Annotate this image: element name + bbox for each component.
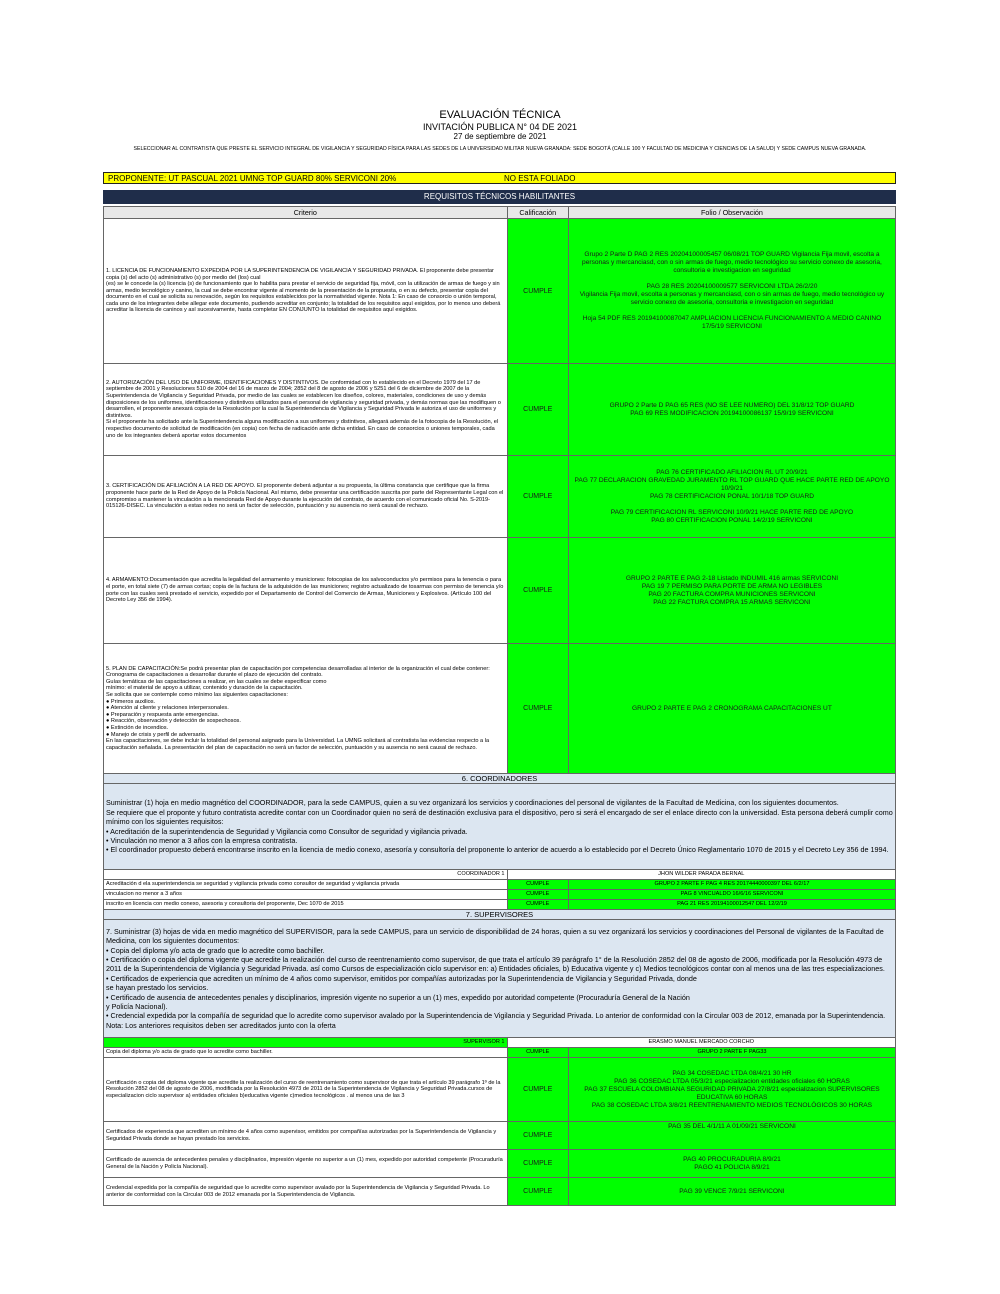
column-header-calificacion: Calificación <box>507 207 568 219</box>
folio-cell: PAG 8 VINCUALDO 16/6/16 SERVICONI <box>568 890 895 900</box>
requirement-cell: Certificación o copia del diploma vigente que acredite la realización del curso de reentrenamiento como supervisor de que trata el artículo 39 parágrafo 1º de la Resolución 2852 del 08 de agosto de 2006, modificada por la Resolución 4973 de 2011 de la Superintendencia de Vigilancia y Seguridad Privada.cursos de especializacion ciclo supervisor a) entidades oficiales b)educativa vigente c)medios tecnológicos . al menos una de las 3 <box>104 1058 508 1122</box>
table-row <box>104 1122 896 1150</box>
requirement-cell: Credencial expedida por la compañía de seguridad que lo acredite como supervisor avalado por la Superintendencia de Vigilancia y Seguridad Privada. Lo anterior de conformidad con la Circular 003 de 2012 emanada por la Superintendencia de Vigilancia. <box>104 1178 508 1206</box>
table-row <box>104 880 896 890</box>
document-title: EVALUACIÓN TÉCNICA <box>439 109 561 121</box>
proponent-label: PROPONENTE: UT PASCUAL 2021 UMNG TOP GUARD 80% SERVICONI 20% <box>108 174 397 183</box>
requirement-cell: vinculacion no menor a 3 años <box>104 890 508 900</box>
calificacion-cell: CUMPLE <box>507 1178 568 1206</box>
requirement-cell: Acreditación d ela superintendencia se seguridad y vigilancia privada como consultor de seguridad y vigilancia privada <box>104 880 508 890</box>
calificacion-cell: CUMPLE <box>507 456 568 538</box>
supervisor-name: ERASMO MANUEL MERCADO CORCHO <box>507 1038 895 1048</box>
table-row <box>104 1150 896 1178</box>
calificacion-cell: CUMPLE <box>507 538 568 644</box>
calificacion-cell: CUMPLE <box>507 364 568 456</box>
coordinator-label: COORDINADOR 1 <box>104 870 508 880</box>
document-date: 27 de septiembre de 2021 <box>453 132 547 141</box>
calificacion-cell: CUMPLE <box>507 880 568 890</box>
folio-cell: PAG 21 RES 20194100012547 DEL 12/2/19 <box>568 900 895 910</box>
coordinator-name: JHON WILDER PARADA BERNAL <box>507 870 895 880</box>
calificacion-cell: CUMPLE <box>507 1048 568 1058</box>
section-text-row <box>104 920 896 1038</box>
calificacion-cell: CUMPLE <box>507 644 568 774</box>
folio-cell: GRUPO 2 PARTE F PAG 4 RES 20174440000397 DEL 6/2/17 <box>568 880 895 890</box>
supervisor-name-row <box>104 1038 896 1048</box>
table-row <box>104 219 896 364</box>
folio-cell: GRUPO 2 PARTE E PAG 2-18 Listado INDUMIL 416 armas SERVICONI PAG 19 7 PERMISO PARA PORTE DE ARMA NO LEGIBLES PAG 20 FACTURA COMPRA MUNICIONES SERVICONI PAG 22 FACTURA COMPRA 15 ARMAS SERVICONI <box>568 538 895 644</box>
folio-cell: GRUPO 2 PARTE E PAG 2 CRONOGRAMA CAPACITACIONES UT <box>568 644 895 774</box>
folio-cell: PAG 35 DEL 4/1/11 A 01/09/21 SERVICONI <box>568 1122 895 1150</box>
criterio-cell: 3. CERTIFICACIÓN DE AFILIACIÓN A LA RED DE APOYO. El proponente deberá adjuntar a su propuesta, la última constancia que certifique que la firma proponente hace parte de la Red de Apoyo de la Policía Nacional. Así mismo, debe presentar una certificación suscrita por parte del Representante Legal con el compromiso a mantener la vinculación a la mencionada Red de Apoyo durante la ejecución del contrato, de acuerdo con el comunicado oficial No. S-2019-015126-DISEC. La vinculación a estas redes no será un factor de selección, puntuación y su ausencia no será causal de rechazo. <box>104 456 508 538</box>
proponent-bar <box>103 172 896 184</box>
table-row <box>104 538 896 644</box>
supervisor-label: SUPERVISOR 1 <box>104 1038 508 1048</box>
calificacion-cell: CUMPLE <box>507 1058 568 1122</box>
table-row <box>104 1178 896 1206</box>
folio-cell: PAG 76 CERTIFICADO AFILIACION RL UT 20/9/21 PAG 77 DECLARACION GRAVEDAD JURAMENTO RL TOP GUARD QUE HACE PARTE RED DE APOYO 10/9/21 PAG 78 CERTIFICACION PONAL 10/1/18 TOP GUARD PAG 79 CERTIFICACION RL SERVICONI 10/9/21 HACE PARTE RED DE APOYO PAG 80 CERTIFICACION PONAL 14/2/19 SERVICONI <box>568 456 895 538</box>
column-header-folio: Folio / Observación <box>568 207 895 219</box>
coordinadores-text: Suministrar (1) hoja en medio magnético del COORDINADOR, para la sede CAMPUS, quien a su vez organizará los servicios y coordinaciones del personal de vigilantes de la Facultad de Medicina, con los siguientes documentos. Se requiere que el proponte y futuro contratista acredite contar con un Coordinador quien no será de destinación exclusiva para el dispositivo, pero si será el encargado de ser el enlace directo con la universidad. Esta persona deberá cumplir como mínimo con los siguientes requisitos: • Acreditación de la superintendencia de Seguridad y Vigilancia como Consultor de seguridad y vigilancia privada. • Vinculación no menor a 3 años con la empresa contratista. • El coordinador propuesto deberá encontrarse inscrito en la licencia de medio conexo, asesoría y consultoría del proponente lo anterior de acuerdo a lo establecido por el Decreto Único Reglamentario 1070 de 2015 y el Decreto Ley 356 de 1994. <box>104 784 896 870</box>
criterio-cell: 4. ARMAMENTO:Documentación que acredita la legalidad del armamento y municiones: fotocopias de los salvoconductos y/o permisos para la tenencia o para el porte, en total siete (7) de armas cortas; copia de la factura de la adquisición de las municiones; registro actualizado de tosarmas con permiso de tenencia y/o porte con las cuales será prestado el servicio, expedido por el Departamento de Control del Comercio de Armas, Municiones y Explosivos. (Artículo 100 del Decreto Ley 356 de 1994). <box>104 538 508 644</box>
criterio-cell: 5. PLAN DE CAPACITACIÓN:Se podrá presentar plan de capacitación por competencias desarrolladas al interior de la organización el cual debe contener: Cronograma de capacitaciones a desarrollar durante el plazo de ejecución del contrato. Guías temáticas de las capacitaciones a realizar, en las cuales se debe especificar como mínimo: el material de apoyo a utilizar, contenido y duración de la capacitación. Se solicita que se contemple como mínimo las siguientes capacitaciones: ● Primeros auxilios. ● Atención al cliente y relaciones interpersonales. ● Preparación y respuesta ante emergencias. ● Reacción, observación y detección de sospechosos. ● Extinción de incendios. ● Manejo de crisis y perfil de adversario. En las capacitaciones, se debe incluir la totalidad del personal asignado para la Universidad. La UMNG solicitará al contratista las evidencias respecto a la capacitación señalada. La presentación del plan de capacitación no será un factor de selección, puntuación y su ausencia no será causal de rechazo. <box>104 644 508 774</box>
requirement-cell: Copia del diploma y/o acta de grado que lo acredite como bachiller. <box>104 1048 508 1058</box>
folio-cell: GRUPO 2 PARTE F PAG33 <box>568 1048 895 1058</box>
calificacion-cell: CUMPLE <box>507 900 568 910</box>
criterio-cell: 1. LICENCIA DE FUNCIONAMIENTO EXPEDIDA POR LA SUPERINTENDENCIA DE VIGILANCIA Y SEGURIDAD PRIVADA. El proponente debe presentar copia (s) del acto (s) administrativo (s) por medio del (los) cual (es) se le concede la (s) licencia (s) de funcionamiento que lo habilita para prestar el servicio de seguridad fija, móvil, con la utilización de armas de fuego y sin armas, medio tecnológico y canino, la cual se debe encontrar vigente al momento de la presentación de la propuesta, o en su defecto, presentar copia del documento en el cual se solicita su renovación, según los requisitos establecidos por la normatividad vigente. Nota 1: En caso de consorcio o unión temporal, cada uno de los integrantes debe allegar este documento, pudiendo acreditar en conjunto; la totalidad de los requisitos aquí exigidos, por lo menos uno deberá acreditar la licencia de caninos y así sucesivamente, hasta completar EN CONJUNTO la totalidad de requisitos aquí exigidos. <box>104 219 508 364</box>
table-row <box>104 1058 896 1122</box>
table-row <box>104 890 896 900</box>
calificacion-cell: CUMPLE <box>507 219 568 364</box>
table-row <box>104 456 896 538</box>
folio-cell: PAG 40 PROCURADURIA 8/9/21 PAGO 41 POLICIA 8/9/21 <box>568 1150 895 1178</box>
section-header-row <box>104 910 896 920</box>
requirement-cell: Certificados de experiencia que acrediten un mínimo de 4 años como supervisor, emitidos por compañías autorizadas por la Superintendencia de Vigilancia y Seguridad Privada donde se hayan prestado los servicios. <box>104 1122 508 1150</box>
folio-cell: Grupo 2 Parte D PAG 2 RES 20204100005457 06/08/21 TOP GUARD Vigilancia Fija movil, escolta a personas y mercanciasd, con o sin armas de fuego, medio tecnológico su servicio conexo de asesoria, consultoria e investigacion en seguridad PAG 28 RES 20204100009577 SERVICONI LTDA 26/2/20 Vigilancia Fija movil, escolta a personas y mercanciasd, con o sin armas de fuego, medio tecnológico uy servicio conexo de asesoria, consultoria e investigacion en seguridad Hoja 54 PDF RES 20194100087047 AMPLIACION LICENCIA FUNCIONAMIENTO A MEDIO CANINO 17/5/19 SERVICONI <box>568 219 895 364</box>
folio-cell: PAG 34 COSEDAC LTDA 08/4/21 30 HR PAG 36 COSEDAC LTDA 05/3/21 especializacion entidades oficiales 60 HORAS PAG 37 ESCUELA COLOMBIANA SEGURIDAD PRIVADA 27/8/21 especializacion SUPERVISORES EDUCATIVA 60 HORAS PAG 38 COSEDAC LTDA 3/8/21 REENTRENAMIENTO MEDIOS TECNOLÓGICOS 30 HORAS <box>568 1058 895 1122</box>
requirement-cell: Certificado de ausencia de antecedentes penales y disciplinarios, impresión vigente no superior a un (1) mes, expedido por autoridad competente (Procuraduría General de la Nación y Policía Nacional). <box>104 1150 508 1178</box>
folio-cell: PAG 39 VENCE 7/9/21 SERVICONI <box>568 1178 895 1206</box>
coordinator-name-row <box>104 870 896 880</box>
supervisores-text: 7. Suministrar (3) hojas de vida en medio magnético del SUPERVISOR, para la sede CAMPUS, para un servicio de disponibilidad de 24 horas, quien a su vez organizará los servicios y coordinaciones del Personal de vigilantes de la Facultad de Medicina, con los siguientes documentos: • Copia del diploma y/o acta de grado que lo acredite como bachiller. • Certificación o copia del diploma vigente que acredite la realización del curso de reentrenamiento como supervisor, de que trata el artículo 39 parágrafo 1° de la Resolución 2852 del 08 de agosto de 2006, modificada por la Resolución 4973 de 2011 de la Superintendencia de Vigilancia y Seguridad Privada. así como Cursos de especialización ciclo supervisor en: a) Entidades oficiales, b) Educativa vigente y c) Medios tecnológicos contar con al menos una de las tres especializaciones. • Certificados de experiencia que acrediten un mínimo de 4 años como supervisor, emitidos por compañías autorizadas por la Superintendencia de Vigilancia y Seguridad Privada, donde se hayan prestado los servicios. • Certificado de ausencia de antecedentes penales y disciplinarios, impresión vigente no superior a un (1) mes, expedido por autoridad competente (Procuraduría General de la Nación y Policía Nacional). • Credencial expedida por la compañía de seguridad que lo acredite como supervisor avalado por la Superintendencia de Vigilancia y Seguridad Privada. Lo anterior de conformidad con la Circular 003 de 2012, emanada por la Superintendencia. Nota: Los anteriores requisitos deben ser acreditados junto con la oferta <box>104 920 896 1038</box>
proponent-status: NO ESTA FOLIADO <box>504 174 576 183</box>
evaluation-table <box>103 206 896 1206</box>
criterio-cell: 2. AUTORIZACIÓN DEL USO DE UNIFORME, IDENTIFICACIONES Y DISTINTIVOS. De conformidad con lo establecido en el Decreto 1979 del 17 de septiembre de 2001 y Resoluciones 510 de 2004 del 16 de marzo de 2004; 2852 del 8 de agosto de 2006 y 5251 del 6 de diciembre de 2007 de la Superintendencia de Vigilancia y Seguridad Privada, por medio de las cuales se establecen los diseños, colores, materiales, condiciones de uso y demás disposiciones de los uniformes, identificaciones y distintivos utilizados para el personal de vigilancia y seguridad privada, y demás normas que las modifiquen o desarrollen, el proponente anexará copia de la Resolución por la cual la Superintendencia de Vigilancia y Seguridad Privada le autoriza el uso de uniformes y distintivos. Si el proponente ha solicitado ante la Superintendencia alguna modificación a sus uniformes y distintivos, allegará además de la fotocopia de la Resolución, el respectivo documento de solicitud de modificación (en copia) con fecha de radicación ante dicha entidad. En caso de consorcios o uniones temporales, cada uno de los integrantes deberá aportar estos documentos <box>104 364 508 456</box>
supervisores-title: 7. SUPERVISORES <box>104 910 896 920</box>
calificacion-cell: CUMPLE <box>507 1122 568 1150</box>
requirement-cell: inscrito en licencia con medio conexo, asesoria y consultoria del proponente, Dec 1070 de 2015 <box>104 900 508 910</box>
requirements-header: REQUISITOS TÉCNICOS HABILITANTES <box>103 190 896 204</box>
table-row <box>104 364 896 456</box>
column-header-criterio: Criterio <box>104 207 508 219</box>
calificacion-cell: CUMPLE <box>507 1150 568 1178</box>
table-row <box>104 1048 896 1058</box>
table-row <box>104 644 896 774</box>
table-header-row <box>104 207 896 219</box>
coordinadores-title: 6. COORDINADORES <box>104 774 896 784</box>
calificacion-cell: CUMPLE <box>507 890 568 900</box>
section-header-row <box>104 774 896 784</box>
document-description: SELECCIONAR AL CONTRATISTA QUE PRESTE EL SERVICIO INTEGRAL DE VIGILANCIA Y SEGURIDAD FÍSICA PARA LAS SEDES DE LA UNIVERSIDAD MILITAR NUEVA GRANADA: SEDE BOGOTÁ (CALLE 100 Y FACULTAD DE MEDICINA Y CIENCIAS DE LA SALUD) Y SEDE CAMPUS NUEVA GRANADA. <box>133 146 867 152</box>
table-row <box>104 900 896 910</box>
document-subtitle: INVITACIÓN PUBLICA N° 04 DE 2021 <box>423 122 577 132</box>
section-text-row <box>104 784 896 870</box>
folio-cell: GRUPO 2 Parte D PAG 65 RES (NO SE LEE NUMERO) DEL 31/8/12 TOP GUARD PAG 69 RES MODIFICACION 20194100086137 15/9/19 SERVICONI <box>568 364 895 456</box>
